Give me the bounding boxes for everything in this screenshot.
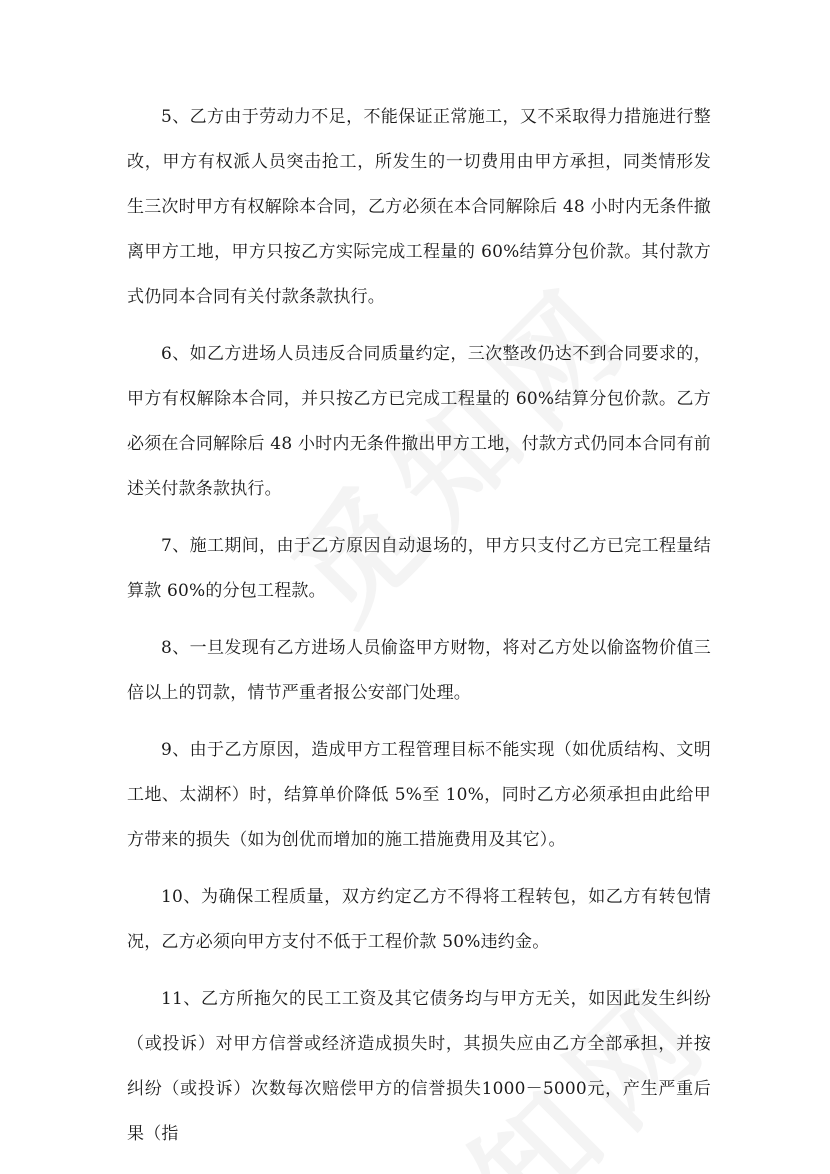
clause-5: 5、乙方由于劳动力不足，不能保证正常施工，又不采取得力措施进行整改，甲方有权派人员突击抢工，所发生的一切费用由甲方承担，同类情形发生三次时甲方有权解除本合同，乙方必须在本合同解除后 48 小时内无条件撤离甲方工地，甲方只按乙方实际完成工程量的 60%结算分包价款。其付款方式仍同本合同有关付款条款执行。	[127, 107, 711, 307]
clause-9: 9、由于乙方原因，造成甲方工程管理目标不能实现（如优质结构、文明工地、太湖杯）时，结算单价降低 5%至 10%，同时乙方必须承担由此给甲方带来的损失（如为创优而增加的施工措施费用及其它）。	[127, 740, 711, 850]
clause-8: 8、一旦发现有乙方进场人员偷盗甲方财物，将对乙方处以偷盗物价值三倍以上的罚款，情节严重者报公安部门处理。	[127, 638, 711, 703]
clause-10: 10、为确保工程质量，双方约定乙方不得将工程转包，如乙方有转包情况，乙方必须向甲方支付不低于工程价款 50%违约金。	[127, 887, 711, 952]
clause-7: 7、施工期间，由于乙方原因自动退场的，甲方只支付乙方已完工程量结算款 60%的分包工程款。	[127, 536, 711, 601]
document-body	[127, 95, 711, 1169]
clause-6: 6、如乙方进场人员违反合同质量约定，三次整改仍达不到合同要求的，甲方有权解除本合同，并只按乙方已完成工程量的 60%结算分包价款。乙方必须在合同解除后 48 小时内无条件撤出甲方工地，付款方式仍同本合同有前述关付款条款执行。	[127, 344, 711, 499]
clause-11: 11、乙方所拖欠的民工工资及其它债务均与甲方无关，如因此发生纠纷（或投诉）对甲方信誉或经济造成损失时，其损失应由乙方全部承担，并按纠纷（或投诉）次数每次赔偿甲方的信誉损失1000－5000元，产生严重后果（指	[127, 989, 711, 1144]
